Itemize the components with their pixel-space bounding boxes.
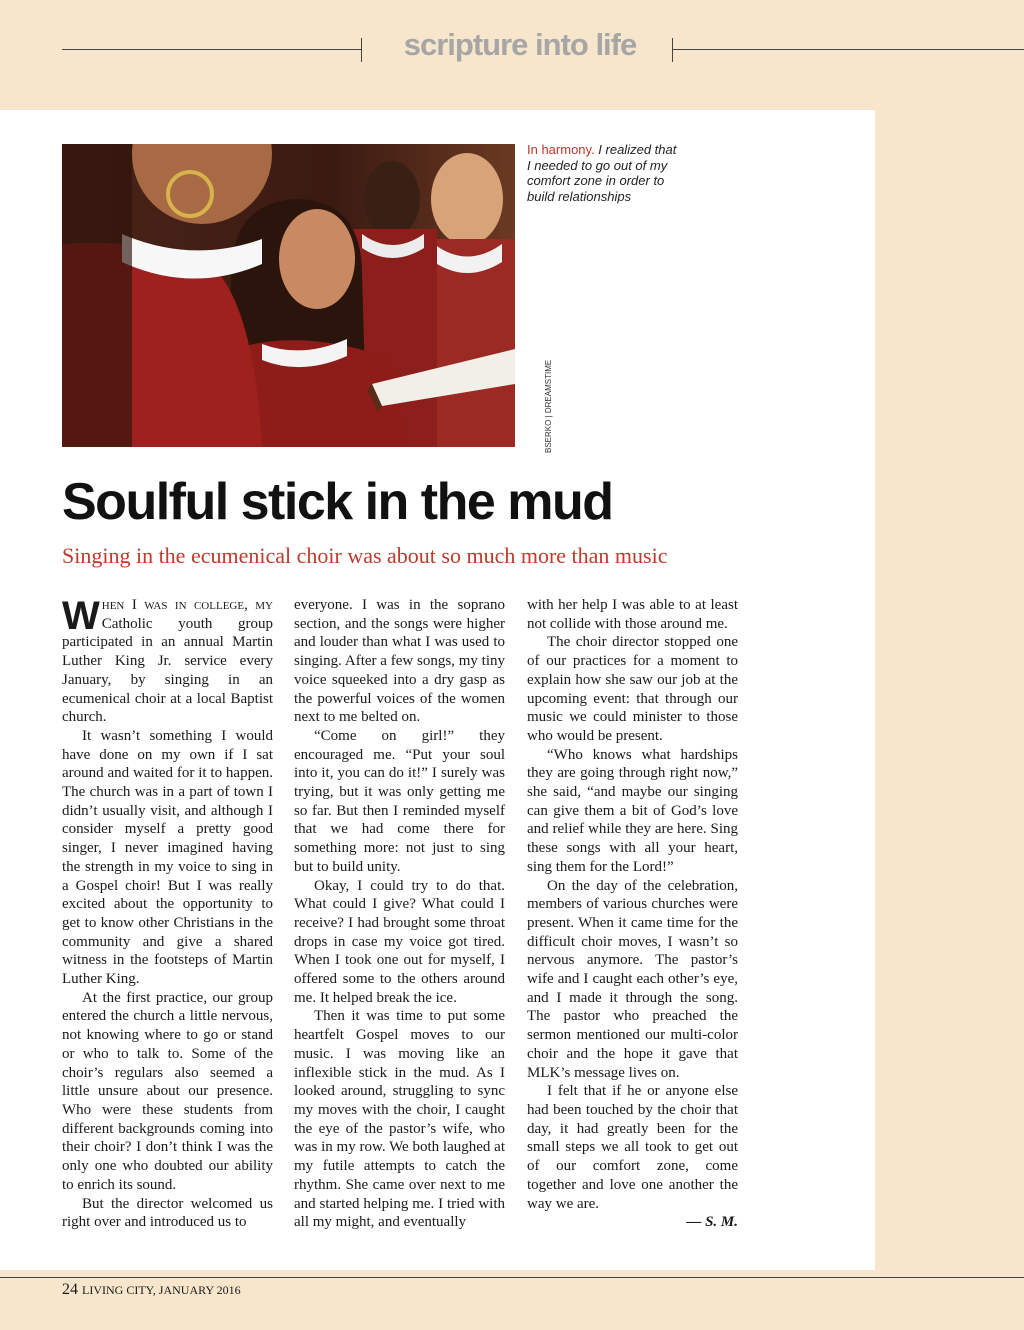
caption-lead: In harmony. <box>527 142 595 157</box>
author-signature: — S. M. <box>686 1214 738 1231</box>
article-column-1 <box>62 596 273 1232</box>
page-number: 24 <box>62 1281 78 1298</box>
caption-text: I realized that I needed to go out of my comfort zone in order to build relationships <box>527 142 677 204</box>
header-tick-right <box>672 38 673 62</box>
header-rule-right <box>673 49 1024 50</box>
photo-credit: BSERKO | DREAMSTIME <box>544 359 553 453</box>
footer-rule <box>0 1277 1024 1278</box>
header-rule-left <box>62 49 361 50</box>
article-paragraph: On the day of the celebration, members of various churches were present. When it came time for the difficult choir moves, I wasn’t so nervous anymore. The pastor’s wife and I caught each other’s eye, and I made it through the song. The pastor who preached the sermon mentioned our multi-color choir and the hope it gave that MLK’s message lives on. <box>527 877 738 1081</box>
drop-cap: W <box>62 594 100 638</box>
article-paragraph: Then it was time to put some heartfelt Gospel moves to our music. I was moving like an inflexible stick in the mud. As I looked around, struggling to sync my moves with the choir, I caught the eye of the pastor’s wife, who was in my row. We both laughed at my futile attempts to catch the rhythm. She came over next to me and started helping me. I tried with all my might, and eventually <box>294 1008 505 1231</box>
article-paragraph: Okay, I could try to do that. What could I give? What could I receive? I had brought some throat drops in case my voice got tired. When I took one out for myself, I offered some to the others around me. It helped break the ice. <box>294 877 505 1006</box>
article-paragraph: The choir director stopped one of our practices for a moment to explain how she saw our job at the upcoming event: that through our music we could minister to those who would be present. <box>527 634 738 744</box>
choir-photo <box>62 144 515 447</box>
article-headline: Soulful stick in the mud <box>62 473 613 531</box>
article-column-2 <box>294 596 505 1232</box>
page-footer <box>62 1281 241 1299</box>
photo-caption <box>527 142 682 204</box>
article-paragraph: “Who knows what hardships they are going through right now,” she said, “and maybe our singing can give them a bit of God’s love and relief while they are here. Sing these songs with all your heart, sing them for the Lord!” <box>527 746 738 875</box>
lead-in-text: Catholic youth group participated in an annual Martin Luther King Jr. service every January, by singing in an ecumenical choir at a local Baptist church. <box>62 615 273 726</box>
article-paragraph: At the first practice, our group entered the church a little nervous, not knowing where to go or stand or who to talk to. Some of the choir’s regulars also seemed a little unsure about our presence. Who were these students from different backgrounds coming into their choir? I don’t think I was the only one who doubted our ability to enrich its sound. <box>62 989 273 1193</box>
article-paragraph: “Come on girl!” they encouraged me. “Put your soul into it, you can do it!” I surely was trying, but it was only getting me so far. But then I reminded myself that we had come there for something more: not just to sing but to build unity. <box>294 727 505 875</box>
article-paragraph: But the director welcomed us right over and introduced us to <box>62 1195 273 1231</box>
article-paragraph: everyone. I was in the soprano section, and the songs were higher and louder than what I was used to singing. After a few songs, my tiny voice squeeked into a dry gasp as the powerful voices of the women next to me belted on. <box>294 597 505 726</box>
publication-info: LIVING CITY, JANUARY 2016 <box>82 1283 241 1297</box>
header-tick-left <box>361 38 362 62</box>
lead-in-smallcaps: hen I was in college, my <box>101 597 273 613</box>
article-paragraph: It wasn’t something I would have done on my own if I sat around and waited for it to happen. The church was in a part of town I didn’t usually visit, and although I consider myself a pretty good singer, I never imagined having the strength in my voice to sing in a Gospel choir! But I was really excited about the opportunity to get to know other Christians in the community and give a shared witness in the footsteps of Martin Luther King. <box>62 727 273 988</box>
article-paragraph <box>62 596 273 727</box>
section-header: scripture into life <box>403 27 637 62</box>
article-deck: Singing in the ecumenical choir was about so much more than music <box>62 543 668 568</box>
article-column-3 <box>527 596 738 1232</box>
article-paragraph: I felt that if he or anyone else had been touched by the choir that day, it had greatly been for the small steps we all took to get out of our comfort zone, come together and love one another the way we are. <box>527 1083 738 1212</box>
article-paragraph: with her help I was able to at least not collide with those around me. <box>527 597 738 632</box>
